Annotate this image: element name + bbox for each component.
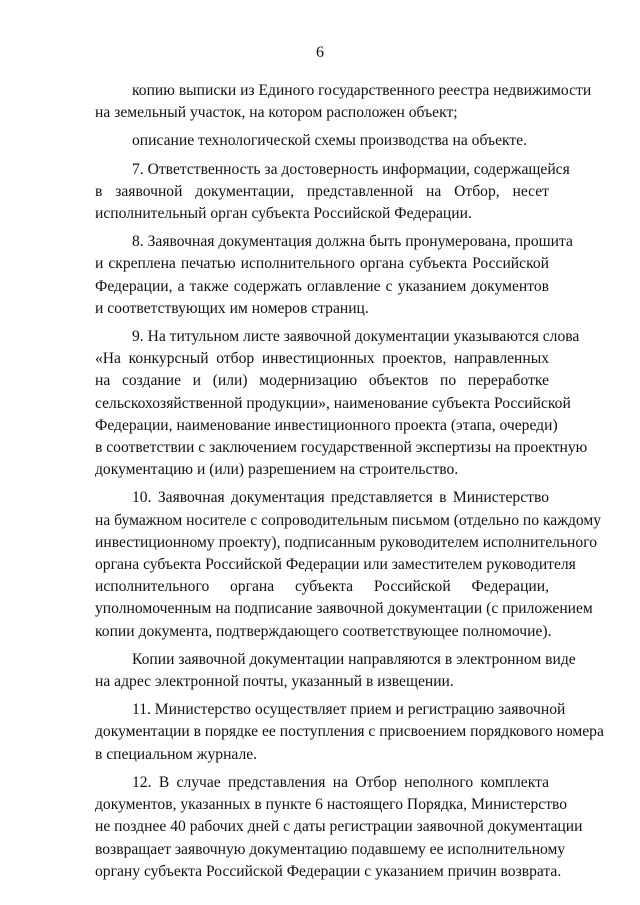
paragraph-line: 12. В случае представления на Отбор неполного комплекта — [132, 773, 549, 791]
paragraph-line: в заявочной документации, представленной на Отбор, несет — [95, 182, 549, 200]
paragraph-line: документации в порядке ее поступления с присвоением порядкового номера — [95, 723, 604, 741]
paragraph-line: на бумажном носителе с сопроводительным письмом (отдельно по каждому — [95, 511, 602, 529]
paragraph-line: на адрес электронной почты, указанный в извещении. — [95, 673, 454, 691]
paragraph-line: уполномоченным на подписание заявочной документации (с приложением — [95, 600, 593, 618]
paragraph-line: Федерации, а также содержать оглавление с указанием документов — [95, 277, 549, 295]
paragraph-line: 9. На титульном листе заявочной документации указываются слова — [132, 328, 580, 346]
paragraph-line: 10. Заявочная документация представляется в Министерство — [132, 489, 549, 507]
paragraph — [95, 130, 549, 152]
paragraph-line: описание технологической схемы производства на объекте. — [132, 132, 527, 150]
paragraph — [95, 487, 602, 642]
paragraph-line: инвестиционному проекту), подписанным руководителем исполнительного — [95, 533, 597, 551]
paragraph-line: копии документа, подтверждающего соответствующее полномочие). — [95, 622, 552, 640]
document-body — [95, 80, 604, 889]
paragraph-line: документацию и (или) разрешением на строительство. — [95, 461, 459, 479]
paragraph-line: возвращает заявочную документацию подавшему ее исполнительному — [95, 840, 566, 858]
paragraph — [95, 159, 570, 226]
paragraph-line: в специальном журнале. — [95, 745, 258, 763]
paragraph-line: на создание и (или) модернизацию объектов по переработке — [95, 372, 549, 390]
paragraph-line: органу субъекта Российской Федерации с указанием причин возврата. — [95, 862, 562, 880]
paragraph — [95, 649, 576, 693]
paragraph — [95, 326, 588, 481]
paragraph-line: исполнительного органа субъекта Российской Федерации, — [95, 578, 549, 596]
paragraph — [95, 80, 592, 124]
paragraph-line: сельскохозяйственной продукции», наименование субъекта Российской — [95, 394, 571, 412]
paragraph-line: и соответствующих им номеров страниц. — [95, 299, 369, 317]
paragraph-line: 8. Заявочная документация должна быть пронумерована, прошита — [132, 233, 573, 251]
paragraph — [95, 772, 583, 883]
paragraph-line: Федерации, наименование инвестиционного проекта (этапа, очереди) — [95, 416, 558, 434]
paragraph-line: исполнительный орган субъекта Российской Федерации. — [95, 205, 472, 223]
paragraph-line: и скреплена печатью исполнительного органа субъекта Российской — [95, 255, 549, 273]
paragraph-line: «На конкурсный отбор инвестиционных проектов, направленных — [95, 350, 549, 368]
paragraph-line: документов, указанных в пункте 6 настоящего Порядка, Министерство — [95, 796, 568, 814]
paragraph-line: копию выписки из Единого государственного реестра недвижимости — [132, 82, 592, 99]
paragraph — [95, 699, 604, 766]
paragraph-line: 11. Министерство осуществляет прием и регистрацию заявочной — [132, 701, 566, 719]
page-number: 6 — [316, 44, 324, 61]
paragraph-line: в соответствии с заключением государственной экспертизы на проектную — [95, 439, 588, 457]
paragraph-line: 7. Ответственность за достоверность информации, содержащейся — [132, 160, 570, 178]
paragraph-line: на земельный участок, на котором расположен объект; — [95, 104, 458, 122]
paragraph — [95, 231, 573, 320]
paragraph-line: органа субъекта Российской Федерации или заместителем руководителя — [95, 556, 576, 574]
paragraph-line: не позднее 40 рабочих дней с даты регистрации заявочной документации — [95, 818, 583, 836]
paragraph-line: Копии заявочной документации направляются в электронном виде — [132, 650, 576, 668]
